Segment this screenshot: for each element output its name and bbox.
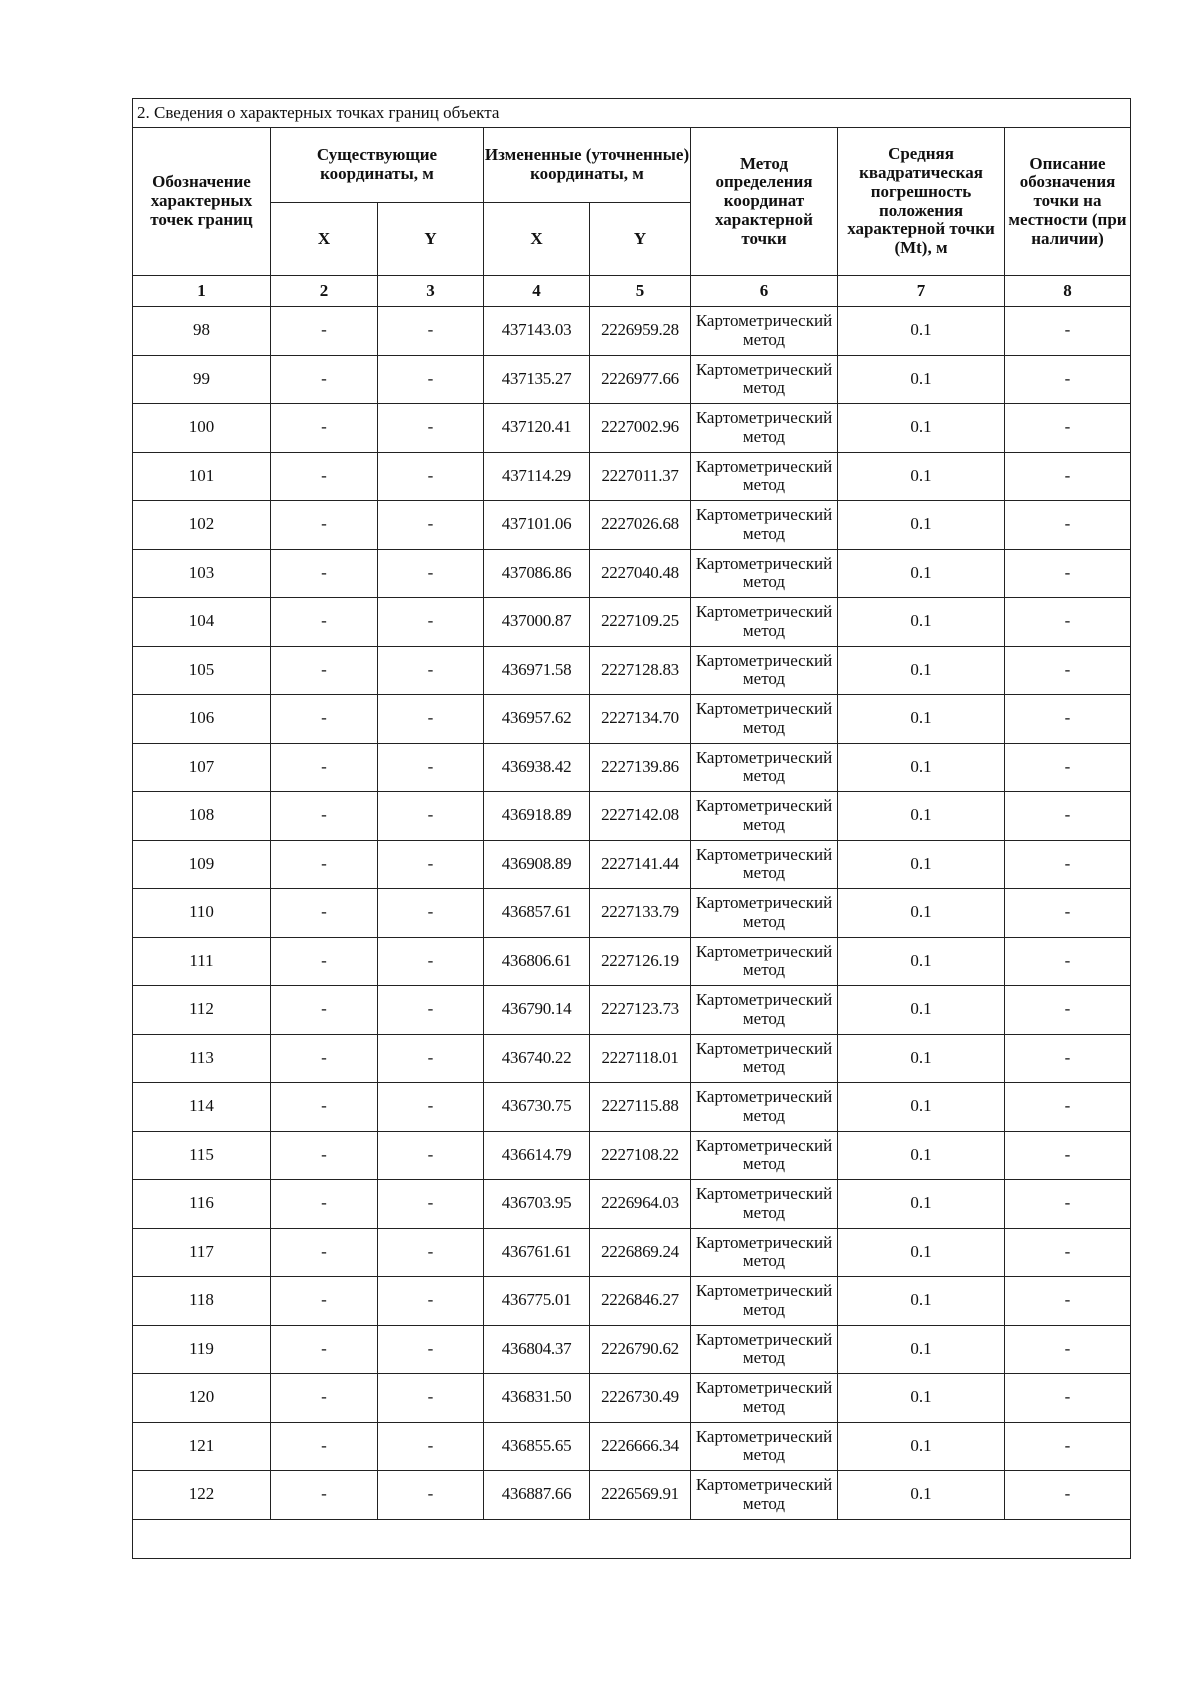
point-number: 108 xyxy=(133,792,271,841)
table-row xyxy=(133,452,1131,501)
mean-square-error-value: 0.1 xyxy=(838,1277,1005,1326)
point-number: 122 xyxy=(133,1471,271,1520)
table-row xyxy=(133,743,1131,792)
mean-square-error-value: 0.1 xyxy=(838,1034,1005,1083)
point-description-value: - xyxy=(1005,986,1131,1035)
table-row xyxy=(133,1034,1131,1083)
column-number: 7 xyxy=(838,276,1005,307)
method-value: Картометрический метод xyxy=(691,307,838,356)
existing-x-value: - xyxy=(271,743,378,792)
point-description-value: - xyxy=(1005,452,1131,501)
table-row xyxy=(133,549,1131,598)
table-row xyxy=(133,501,1131,550)
existing-y-value: - xyxy=(378,937,484,986)
header-mean-square-error: Средняя квадратическая погрешность положения характерной точки (Mt), м xyxy=(838,128,1005,276)
method-value: Картометрический метод xyxy=(691,501,838,550)
table-row xyxy=(133,355,1131,404)
point-number: 98 xyxy=(133,307,271,356)
header-changed-coordinates: Измененные (уточненные) координаты, м xyxy=(484,128,691,203)
table-row xyxy=(133,986,1131,1035)
point-description-value: - xyxy=(1005,840,1131,889)
method-value: Картометрический метод xyxy=(691,1422,838,1471)
section-title: 2. Сведения о характерных точках границ объекта xyxy=(133,99,1131,128)
header-designation: Обозначение характерных точек границ xyxy=(133,128,271,276)
existing-y-value: - xyxy=(378,986,484,1035)
existing-x-value: - xyxy=(271,646,378,695)
existing-y-value: - xyxy=(378,307,484,356)
point-number: 120 xyxy=(133,1374,271,1423)
point-number: 104 xyxy=(133,598,271,647)
changed-y-value: 2226959.28 xyxy=(590,307,691,356)
point-number: 118 xyxy=(133,1277,271,1326)
mean-square-error-value: 0.1 xyxy=(838,1325,1005,1374)
method-value: Картометрический метод xyxy=(691,1083,838,1132)
changed-x-value: 436831.50 xyxy=(484,1374,590,1423)
existing-y-value: - xyxy=(378,1034,484,1083)
point-number: 113 xyxy=(133,1034,271,1083)
existing-x-value: - xyxy=(271,1180,378,1229)
changed-y-value: 2227133.79 xyxy=(590,889,691,938)
point-description-value: - xyxy=(1005,1034,1131,1083)
table-row xyxy=(133,598,1131,647)
existing-y-value: - xyxy=(378,598,484,647)
column-number: 1 xyxy=(133,276,271,307)
method-value: Картометрический метод xyxy=(691,695,838,744)
point-number: 117 xyxy=(133,1228,271,1277)
header-method: Метод определения координат характерной точки xyxy=(691,128,838,276)
mean-square-error-value: 0.1 xyxy=(838,1374,1005,1423)
changed-y-value: 2226569.91 xyxy=(590,1471,691,1520)
existing-x-value: - xyxy=(271,1083,378,1132)
point-number: 99 xyxy=(133,355,271,404)
table-row xyxy=(133,1471,1131,1520)
changed-y-value: 2227142.08 xyxy=(590,792,691,841)
mean-square-error-value: 0.1 xyxy=(838,501,1005,550)
method-value: Картометрический метод xyxy=(691,792,838,841)
existing-y-value: - xyxy=(378,1131,484,1180)
existing-x-value: - xyxy=(271,355,378,404)
table-row xyxy=(133,307,1131,356)
existing-y-value: - xyxy=(378,1180,484,1229)
table-row xyxy=(133,937,1131,986)
changed-y-value: 2227141.44 xyxy=(590,840,691,889)
existing-x-value: - xyxy=(271,1471,378,1520)
mean-square-error-value: 0.1 xyxy=(838,792,1005,841)
point-number: 107 xyxy=(133,743,271,792)
table-row xyxy=(133,1325,1131,1374)
point-number: 114 xyxy=(133,1083,271,1132)
column-number: 5 xyxy=(590,276,691,307)
existing-x-value: - xyxy=(271,598,378,647)
mean-square-error-value: 0.1 xyxy=(838,743,1005,792)
method-value: Картометрический метод xyxy=(691,1228,838,1277)
changed-y-value: 2227040.48 xyxy=(590,549,691,598)
point-description-value: - xyxy=(1005,501,1131,550)
existing-y-value: - xyxy=(378,695,484,744)
header-changed-x: X xyxy=(484,203,590,276)
point-number: 121 xyxy=(133,1422,271,1471)
changed-y-value: 2226666.34 xyxy=(590,1422,691,1471)
existing-x-value: - xyxy=(271,1034,378,1083)
point-description-value: - xyxy=(1005,792,1131,841)
existing-x-value: - xyxy=(271,937,378,986)
changed-x-value: 437143.03 xyxy=(484,307,590,356)
existing-x-value: - xyxy=(271,1131,378,1180)
point-number: 110 xyxy=(133,889,271,938)
changed-x-value: 436790.14 xyxy=(484,986,590,1035)
table-row xyxy=(133,1131,1131,1180)
point-number: 103 xyxy=(133,549,271,598)
method-value: Картометрический метод xyxy=(691,840,838,889)
mean-square-error-value: 0.1 xyxy=(838,986,1005,1035)
column-number: 2 xyxy=(271,276,378,307)
changed-y-value: 2227109.25 xyxy=(590,598,691,647)
method-value: Картометрический метод xyxy=(691,986,838,1035)
changed-x-value: 436887.66 xyxy=(484,1471,590,1520)
header-existing-x: X xyxy=(271,203,378,276)
method-value: Картометрический метод xyxy=(691,1180,838,1229)
column-number: 4 xyxy=(484,276,590,307)
method-value: Картометрический метод xyxy=(691,743,838,792)
changed-x-value: 436730.75 xyxy=(484,1083,590,1132)
table-footer-empty-row xyxy=(133,1519,1131,1558)
changed-x-value: 437101.06 xyxy=(484,501,590,550)
mean-square-error-value: 0.1 xyxy=(838,695,1005,744)
point-description-value: - xyxy=(1005,598,1131,647)
mean-square-error-value: 0.1 xyxy=(838,937,1005,986)
column-number: 8 xyxy=(1005,276,1131,307)
changed-y-value: 2226977.66 xyxy=(590,355,691,404)
point-description-value: - xyxy=(1005,695,1131,744)
points-table-body xyxy=(133,307,1131,1520)
changed-x-value: 436740.22 xyxy=(484,1034,590,1083)
existing-x-value: - xyxy=(271,404,378,453)
changed-x-value: 437114.29 xyxy=(484,452,590,501)
changed-x-value: 436971.58 xyxy=(484,646,590,695)
changed-x-value: 436806.61 xyxy=(484,937,590,986)
method-value: Картометрический метод xyxy=(691,1131,838,1180)
mean-square-error-value: 0.1 xyxy=(838,646,1005,695)
existing-x-value: - xyxy=(271,840,378,889)
changed-x-value: 436761.61 xyxy=(484,1228,590,1277)
mean-square-error-value: 0.1 xyxy=(838,1131,1005,1180)
point-number: 101 xyxy=(133,452,271,501)
changed-x-value: 436918.89 xyxy=(484,792,590,841)
changed-y-value: 2227108.22 xyxy=(590,1131,691,1180)
table-row xyxy=(133,646,1131,695)
existing-y-value: - xyxy=(378,549,484,598)
point-description-value: - xyxy=(1005,1277,1131,1326)
point-description-value: - xyxy=(1005,889,1131,938)
changed-x-value: 436938.42 xyxy=(484,743,590,792)
existing-x-value: - xyxy=(271,1277,378,1326)
changed-y-value: 2227011.37 xyxy=(590,452,691,501)
existing-x-value: - xyxy=(271,986,378,1035)
document-page xyxy=(132,98,1130,1559)
existing-y-value: - xyxy=(378,452,484,501)
changed-y-value: 2226964.03 xyxy=(590,1180,691,1229)
mean-square-error-value: 0.1 xyxy=(838,1083,1005,1132)
existing-y-value: - xyxy=(378,1083,484,1132)
method-value: Картометрический метод xyxy=(691,889,838,938)
point-number: 115 xyxy=(133,1131,271,1180)
point-description-value: - xyxy=(1005,404,1131,453)
changed-y-value: 2227118.01 xyxy=(590,1034,691,1083)
point-description-value: - xyxy=(1005,937,1131,986)
mean-square-error-value: 0.1 xyxy=(838,549,1005,598)
point-description-value: - xyxy=(1005,1083,1131,1132)
point-description-value: - xyxy=(1005,1228,1131,1277)
table-row xyxy=(133,695,1131,744)
existing-x-value: - xyxy=(271,1422,378,1471)
table-row xyxy=(133,1374,1131,1423)
point-description-value: - xyxy=(1005,1325,1131,1374)
existing-x-value: - xyxy=(271,889,378,938)
changed-x-value: 436775.01 xyxy=(484,1277,590,1326)
existing-x-value: - xyxy=(271,695,378,744)
mean-square-error-value: 0.1 xyxy=(838,1180,1005,1229)
changed-y-value: 2227128.83 xyxy=(590,646,691,695)
existing-x-value: - xyxy=(271,452,378,501)
changed-y-value: 2227123.73 xyxy=(590,986,691,1035)
existing-y-value: - xyxy=(378,1228,484,1277)
mean-square-error-value: 0.1 xyxy=(838,355,1005,404)
point-number: 119 xyxy=(133,1325,271,1374)
column-number: 3 xyxy=(378,276,484,307)
table-row xyxy=(133,1083,1131,1132)
point-description-value: - xyxy=(1005,355,1131,404)
method-value: Картометрический метод xyxy=(691,1325,838,1374)
table-row xyxy=(133,1228,1131,1277)
point-description-value: - xyxy=(1005,549,1131,598)
changed-y-value: 2227002.96 xyxy=(590,404,691,453)
existing-x-value: - xyxy=(271,501,378,550)
changed-y-value: 2226869.24 xyxy=(590,1228,691,1277)
changed-x-value: 436957.62 xyxy=(484,695,590,744)
changed-x-value: 437086.86 xyxy=(484,549,590,598)
changed-y-value: 2227026.68 xyxy=(590,501,691,550)
point-description-value: - xyxy=(1005,1180,1131,1229)
method-value: Картометрический метод xyxy=(691,549,838,598)
point-number: 106 xyxy=(133,695,271,744)
mean-square-error-value: 0.1 xyxy=(838,307,1005,356)
changed-y-value: 2227134.70 xyxy=(590,695,691,744)
mean-square-error-value: 0.1 xyxy=(838,598,1005,647)
existing-y-value: - xyxy=(378,889,484,938)
changed-y-value: 2226846.27 xyxy=(590,1277,691,1326)
header-point-description: Описание обозначения точки на местности (при наличии) xyxy=(1005,128,1131,276)
point-description-value: - xyxy=(1005,646,1131,695)
existing-y-value: - xyxy=(378,792,484,841)
table-row xyxy=(133,404,1131,453)
method-value: Картометрический метод xyxy=(691,937,838,986)
existing-y-value: - xyxy=(378,1325,484,1374)
mean-square-error-value: 0.1 xyxy=(838,1228,1005,1277)
mean-square-error-value: 0.1 xyxy=(838,452,1005,501)
method-value: Картометрический метод xyxy=(691,355,838,404)
method-value: Картометрический метод xyxy=(691,1277,838,1326)
changed-y-value: 2227139.86 xyxy=(590,743,691,792)
mean-square-error-value: 0.1 xyxy=(838,1422,1005,1471)
existing-x-value: - xyxy=(271,1228,378,1277)
table-row xyxy=(133,1422,1131,1471)
point-number: 109 xyxy=(133,840,271,889)
method-value: Картометрический метод xyxy=(691,452,838,501)
point-number: 116 xyxy=(133,1180,271,1229)
point-number: 111 xyxy=(133,937,271,986)
existing-y-value: - xyxy=(378,1471,484,1520)
existing-y-value: - xyxy=(378,1374,484,1423)
point-number: 102 xyxy=(133,501,271,550)
existing-x-value: - xyxy=(271,792,378,841)
method-value: Картометрический метод xyxy=(691,1471,838,1520)
mean-square-error-value: 0.1 xyxy=(838,1471,1005,1520)
changed-y-value: 2226790.62 xyxy=(590,1325,691,1374)
table-row xyxy=(133,1180,1131,1229)
header-existing-coordinates: Существующие координаты, м xyxy=(271,128,484,203)
changed-x-value: 436804.37 xyxy=(484,1325,590,1374)
existing-y-value: - xyxy=(378,355,484,404)
method-value: Картометрический метод xyxy=(691,1374,838,1423)
existing-y-value: - xyxy=(378,646,484,695)
changed-y-value: 2227126.19 xyxy=(590,937,691,986)
mean-square-error-value: 0.1 xyxy=(838,404,1005,453)
point-description-value: - xyxy=(1005,307,1131,356)
method-value: Картометрический метод xyxy=(691,1034,838,1083)
header-existing-y: Y xyxy=(378,203,484,276)
changed-x-value: 437135.27 xyxy=(484,355,590,404)
changed-x-value: 437120.41 xyxy=(484,404,590,453)
changed-x-value: 436614.79 xyxy=(484,1131,590,1180)
existing-x-value: - xyxy=(271,307,378,356)
point-number: 105 xyxy=(133,646,271,695)
point-description-value: - xyxy=(1005,1422,1131,1471)
changed-x-value: 436855.65 xyxy=(484,1422,590,1471)
existing-y-value: - xyxy=(378,840,484,889)
changed-y-value: 2226730.49 xyxy=(590,1374,691,1423)
table-row xyxy=(133,1277,1131,1326)
point-description-value: - xyxy=(1005,1471,1131,1520)
point-number: 100 xyxy=(133,404,271,453)
changed-x-value: 436703.95 xyxy=(484,1180,590,1229)
changed-y-value: 2227115.88 xyxy=(590,1083,691,1132)
existing-x-value: - xyxy=(271,1374,378,1423)
point-description-value: - xyxy=(1005,1131,1131,1180)
changed-x-value: 436908.89 xyxy=(484,840,590,889)
column-number: 6 xyxy=(691,276,838,307)
table-row xyxy=(133,889,1131,938)
existing-y-value: - xyxy=(378,743,484,792)
existing-y-value: - xyxy=(378,1277,484,1326)
header-changed-y: Y xyxy=(590,203,691,276)
mean-square-error-value: 0.1 xyxy=(838,889,1005,938)
existing-y-value: - xyxy=(378,501,484,550)
method-value: Картометрический метод xyxy=(691,598,838,647)
point-number: 112 xyxy=(133,986,271,1035)
table-row xyxy=(133,840,1131,889)
existing-y-value: - xyxy=(378,1422,484,1471)
existing-x-value: - xyxy=(271,1325,378,1374)
boundary-points-table xyxy=(132,98,1131,1559)
method-value: Картометрический метод xyxy=(691,404,838,453)
existing-y-value: - xyxy=(378,404,484,453)
changed-x-value: 436857.61 xyxy=(484,889,590,938)
method-value: Картометрический метод xyxy=(691,646,838,695)
existing-x-value: - xyxy=(271,549,378,598)
point-description-value: - xyxy=(1005,1374,1131,1423)
mean-square-error-value: 0.1 xyxy=(838,840,1005,889)
changed-x-value: 437000.87 xyxy=(484,598,590,647)
table-row xyxy=(133,792,1131,841)
point-description-value: - xyxy=(1005,743,1131,792)
